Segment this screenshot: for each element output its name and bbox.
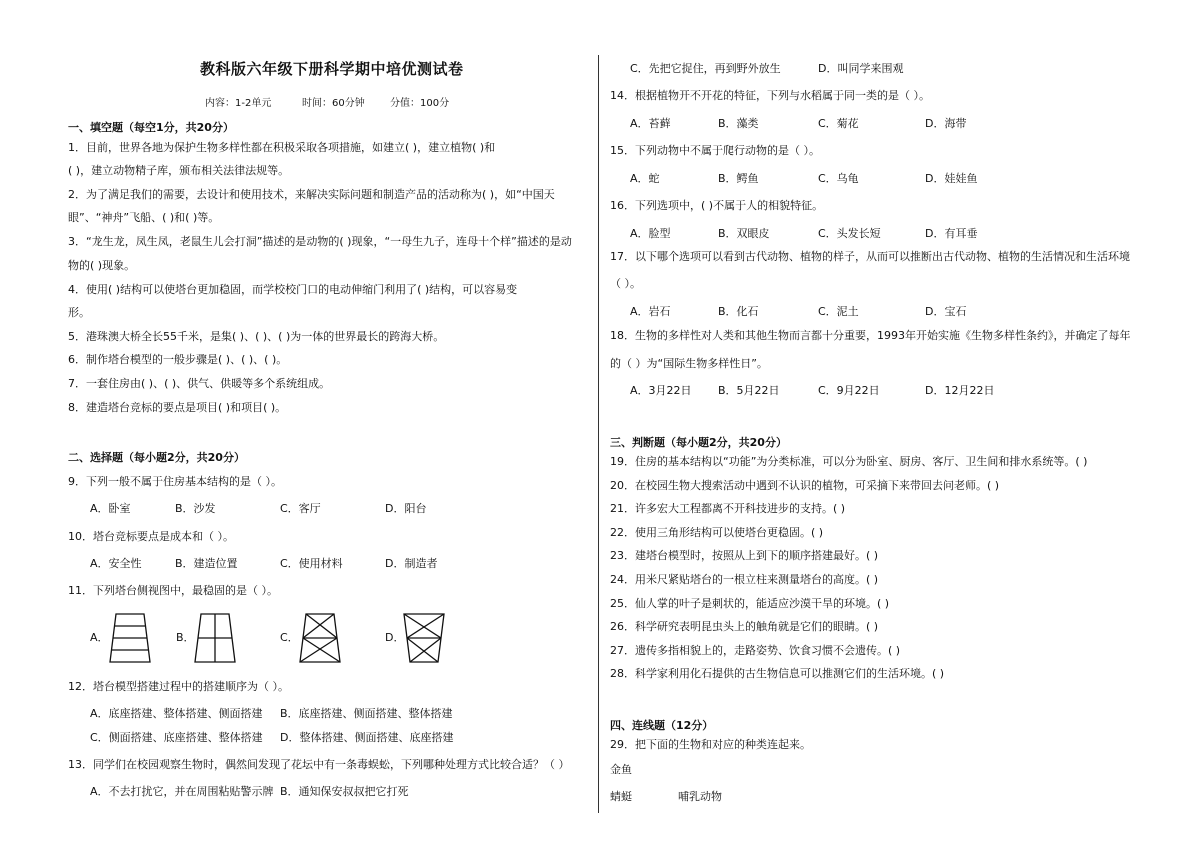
question-line: 5．港珠澳大桥全长55千米，是集( )、( )、( )为一体的世界最长的跨海大桥。 [68, 330, 445, 343]
option-a[interactable]: A．苔藓 [630, 117, 671, 130]
option-b[interactable]: B．建造位置 [175, 557, 238, 570]
option-a[interactable]: A．3月22日 [630, 384, 692, 397]
question-stem: 18．生物的多样性对人类和其他生物而言都十分重要，1993年开始实施《生物多样性条约》，并确定了每年 [610, 329, 1131, 342]
option-b[interactable]: B．沙发 [175, 502, 216, 515]
question-stem: 16．下列选项中，( )不属于人的相貌特征。 [610, 199, 824, 212]
question-stem: 9．下列一般不属于住房基本结构的是（ ）。 [68, 475, 282, 488]
option-d[interactable]: D．制造者 [385, 557, 438, 570]
option-d[interactable]: D．有耳垂 [925, 227, 978, 240]
question-stem: 15．下列动物中不属于爬行动物的是（ ）。 [610, 144, 820, 157]
option-b[interactable]: B．5月22日 [718, 384, 780, 397]
question-line: 眼”、“神舟”飞船、( )和( )等。 [68, 211, 220, 224]
judge-item: 26．科学研究表明昆虫头上的触角就是它们的眼睛。( ) [610, 620, 879, 633]
option-b[interactable]: B． [176, 631, 195, 644]
question-line: 3．“龙生龙，凤生凤，老鼠生儿会打洞”描述的是动物的( )现象，“一母生九子，连母十个样”描述的是动 [68, 235, 572, 248]
option-a[interactable]: A．脸型 [630, 227, 671, 240]
option-c[interactable]: C．头发长短 [818, 227, 881, 240]
tower-figure-a[interactable] [108, 612, 152, 664]
option-b[interactable]: B．藻类 [718, 117, 759, 130]
question-stem: 12．塔台模型搭建过程中的搭建顺序为（ ）。 [68, 680, 289, 693]
question-line: 8．建造塔台竞标的要点是项目( )和项目( )。 [68, 401, 287, 414]
question-stem: 10．塔台竞标要点是成本和（ ）。 [68, 530, 234, 543]
option-d[interactable]: D．娃娃鱼 [925, 172, 978, 185]
tower-figure-b[interactable] [193, 612, 237, 664]
option-c[interactable]: C．乌龟 [818, 172, 859, 185]
match-left-item[interactable]: 蜻蜓 [610, 790, 632, 803]
option-b[interactable]: B．底座搭建、侧面搭建、整体搭建 [280, 707, 453, 720]
option-a[interactable]: A．卧室 [90, 502, 131, 515]
option-c[interactable]: C．客厅 [280, 502, 321, 515]
question-stem: 13．同学们在校园观察生物时，偶然间发现了花坛中有一条毒蜈蚣，下列哪种处理方式比较合适？（ ） [68, 758, 570, 771]
option-d[interactable]: D．叫同学来围观 [818, 62, 904, 75]
page-title: 教科版六年级下册科学期中培优测试卷 [200, 60, 464, 78]
question-line: 4．使用( )结构可以使塔台更加稳固，而学校校门口的电动伸缩门利用了( )结构，可以容易变 [68, 283, 518, 296]
question-line: 形。 [68, 306, 90, 319]
option-b[interactable]: B．通知保安叔叔把它打死 [280, 785, 409, 798]
question-line: 2．为了满足我们的需要，去设计和使用技术，来解决实际问题和制造产品的活动称为( )，如“中国天 [68, 188, 555, 201]
option-d[interactable]: D．宝石 [925, 305, 967, 318]
exam-content: 内容：1-2单元 [205, 98, 272, 109]
question-stem: 14．根据植物开不开花的特征，下列与水稻属于同一类的是（ ）。 [610, 89, 930, 102]
judge-item: 23．建塔台模型时，按照从上到下的顺序搭建最好。( ) [610, 549, 879, 562]
judge-item: 19．住房的基本结构以“功能”为分类标准，可以分为卧室、厨房、客厅、卫生间和排水系统等。( ) [610, 455, 1088, 468]
option-c[interactable]: C．先把它捉住，再到野外放生 [630, 62, 781, 75]
question-line: 6．制作塔台模型的一般步骤是( )、( )、( )。 [68, 353, 288, 366]
option-a[interactable]: A．底座搭建、整体搭建、侧面搭建 [90, 707, 263, 720]
section-heading-judge: 三、判断题（每小题2分，共20分） [610, 436, 787, 449]
exam-score: 分值：100分 [390, 98, 450, 109]
question-line: ( )，建立动物精子库，颁布相关法律法规等。 [68, 164, 290, 177]
tower-figure-c[interactable] [298, 612, 342, 664]
option-c[interactable]: C．侧面搭建、底座搭建、整体搭建 [90, 731, 263, 744]
question-line: 7．一套住房由( )、( )、供气、供暖等多个系统组成。 [68, 377, 331, 390]
question-stem: 11．下列塔台侧视图中，最稳固的是（ ）。 [68, 584, 278, 597]
question-stem: 17．以下哪个选项可以看到古代动物、植物的样子，从而可以推断出古代动物、植物的生活情况和生活环境 [610, 250, 1130, 263]
option-a[interactable]: A．安全性 [90, 557, 142, 570]
question-stem-cont: （ ）。 [610, 277, 641, 290]
question-line: 1．目前，世界各地为保护生物多样性都在积极采取各项措施，如建立( )，建立植物( )和 [68, 141, 496, 154]
exam-time: 时间：60分钟 [302, 98, 365, 109]
option-c[interactable]: C．9月22日 [818, 384, 880, 397]
option-c[interactable]: C．菊花 [818, 117, 859, 130]
match-right-item[interactable]: 哺乳动物 [678, 790, 722, 803]
section-heading-fill-blank: 一、填空题（每空1分，共20分） [68, 121, 234, 134]
column-divider [598, 55, 599, 813]
match-left-item[interactable]: 金鱼 [610, 763, 632, 776]
option-b[interactable]: B．化石 [718, 305, 759, 318]
option-c[interactable]: C．泥土 [818, 305, 859, 318]
question-stem-cont: 的（ ）为“国际生物多样性日”。 [610, 357, 768, 370]
option-a[interactable]: A．蛇 [630, 172, 660, 185]
judge-item: 27．遗传多指相貌上的，走路姿势、饮食习惯不会遗传。( ) [610, 644, 901, 657]
option-d[interactable]: D．整体搭建、侧面搭建、底座搭建 [280, 731, 454, 744]
question-line: 物的( )现象。 [68, 259, 136, 272]
judge-item: 28．科学家利用化石提供的古生物信息可以推测它们的生活环境。( ) [610, 667, 945, 680]
option-d[interactable]: D．阳台 [385, 502, 427, 515]
judge-item: 21．许多宏大工程都离不开科技进步的支持。( ) [610, 502, 846, 515]
option-b[interactable]: B．双眼皮 [718, 227, 770, 240]
option-a[interactable]: A．不去打扰它，并在周围粘贴警示牌 [90, 785, 274, 798]
option-a[interactable]: A．岩石 [630, 305, 671, 318]
option-c[interactable]: C． [280, 631, 299, 644]
option-d[interactable]: D．海带 [925, 117, 967, 130]
section-heading-matching: 四、连线题（12分） [610, 719, 714, 732]
option-d[interactable]: D． [385, 631, 405, 644]
judge-item: 25．仙人掌的叶子是刺状的，能适应沙漠干旱的环境。( ) [610, 597, 890, 610]
option-d[interactable]: D．12月22日 [925, 384, 995, 397]
tower-figure-d[interactable] [402, 612, 446, 664]
judge-item: 20．在校园生物大搜索活动中遇到不认识的植物，可采摘下来带回去问老师。( ) [610, 479, 1000, 492]
judge-item: 24．用米尺紧贴塔台的一根立柱来测量塔台的高度。( ) [610, 573, 879, 586]
judge-item: 22．使用三角形结构可以使塔台更稳固。( ) [610, 526, 824, 539]
option-b[interactable]: B．鳄鱼 [718, 172, 759, 185]
section-heading-choice: 二、选择题（每小题2分，共20分） [68, 451, 245, 464]
option-c[interactable]: C．使用材料 [280, 557, 343, 570]
option-a[interactable]: A． [90, 631, 109, 644]
question-stem: 29．把下面的生物和对应的种类连起来。 [610, 738, 811, 751]
